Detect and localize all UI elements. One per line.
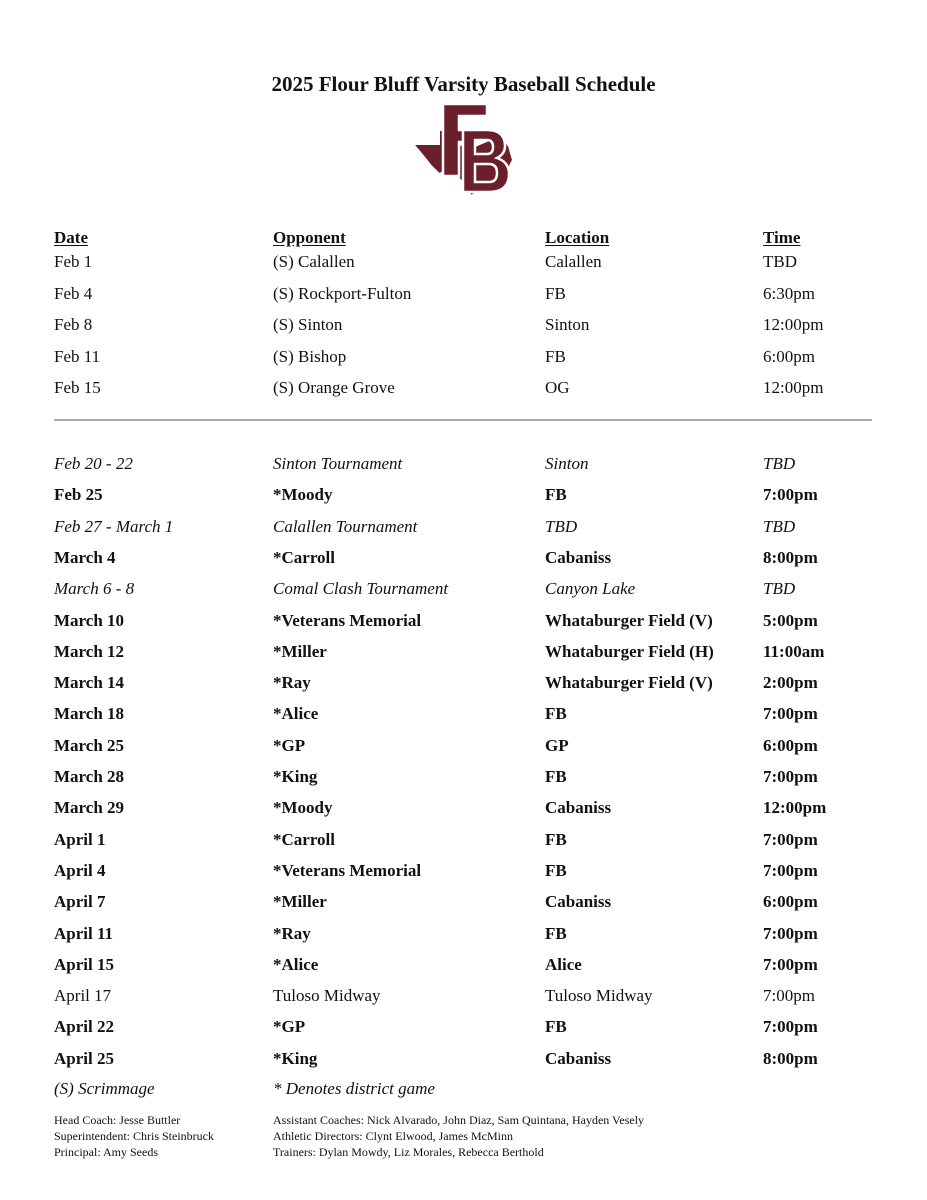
cell-opponent: *Moody <box>273 485 333 505</box>
cell-time: TBD <box>763 516 796 536</box>
header-opponent: Opponent <box>273 228 346 247</box>
cell-location: FB <box>545 346 566 366</box>
cell-location: FB <box>545 923 567 943</box>
cell-time: 7:00pm <box>763 704 818 724</box>
cell-date: April 4 <box>54 860 106 880</box>
cell-opponent: *Veterans Memorial <box>273 610 422 630</box>
cell-date: March 12 <box>54 641 125 661</box>
cell-date: Feb 4 <box>54 283 93 303</box>
cell-location: Canyon Lake <box>545 579 636 599</box>
cell-date: April 11 <box>54 923 114 943</box>
cell-opponent: *Alice <box>273 704 319 724</box>
cell-time: TBD <box>763 252 797 271</box>
schedule-row <box>54 733 884 759</box>
cell-opponent: (S) Sinton <box>273 315 343 334</box>
cell-time: TBD <box>763 454 796 473</box>
cell-time: 7:00pm <box>763 954 818 974</box>
cell-date: April 25 <box>54 1048 114 1068</box>
cell-time: 5:00pm <box>763 610 818 630</box>
schedule-row <box>54 639 884 665</box>
cell-opponent: Tuloso Midway <box>273 986 381 1006</box>
cell-location: FB <box>545 485 567 505</box>
cell-location: Cabaniss <box>545 892 612 912</box>
cell-date: Feb 15 <box>54 378 101 397</box>
header-time: Time <box>763 228 801 247</box>
cell-location: FB <box>545 767 567 786</box>
schedule-row <box>54 608 884 634</box>
schedule-row <box>54 249 884 275</box>
schedule-row <box>54 858 884 884</box>
cell-date: March 18 <box>54 704 125 724</box>
cell-opponent: *King <box>273 767 318 786</box>
cell-opponent: *Miller <box>273 892 327 912</box>
cell-date: Feb 20 - 22 <box>54 454 133 473</box>
cell-date: March 6 - 8 <box>54 579 135 599</box>
cell-date: April 7 <box>54 892 106 912</box>
athletic-directors: Athletic Directors: Clynt Elwood, James McMinn <box>273 1129 513 1143</box>
cell-time: 7:00pm <box>763 829 818 849</box>
schedule-row <box>54 889 884 915</box>
cell-location: Whataburger Field (H) <box>545 641 714 661</box>
cell-time: 6:00pm <box>763 892 818 912</box>
cell-location: Calallen <box>545 252 602 271</box>
cell-opponent: *Veterans Memorial <box>273 860 422 880</box>
cell-date: Feb 27 - March 1 <box>54 516 174 536</box>
cell-opponent: *King <box>273 1048 318 1068</box>
cell-time: 12:00pm <box>763 315 824 334</box>
cell-opponent: (S) Bishop <box>273 346 347 366</box>
schedule-row <box>54 921 884 947</box>
schedule-row <box>54 281 884 307</box>
cell-date: March 29 <box>54 798 125 818</box>
cell-time: 7:00pm <box>763 1017 818 1037</box>
cell-opponent: Comal Clash Tournament <box>273 579 449 599</box>
cell-date: Feb 11 <box>54 346 101 366</box>
cell-date: March 25 <box>54 735 125 755</box>
cell-time: 11:00am <box>763 641 825 661</box>
cell-time: TBD <box>763 579 796 599</box>
schedule-row <box>54 312 884 338</box>
cell-location: Alice <box>545 954 582 974</box>
cell-location: FB <box>545 1017 567 1037</box>
cell-opponent: (S) Calallen <box>273 252 355 271</box>
schedule-row <box>54 451 884 477</box>
cell-location: Sinton <box>545 454 589 473</box>
cell-opponent: *Ray <box>273 673 311 693</box>
cell-date: Feb 8 <box>54 315 93 334</box>
cell-opponent: *GP <box>273 1017 306 1037</box>
legend-district: * Denotes district game <box>273 1079 435 1098</box>
cell-time: 12:00pm <box>763 378 824 397</box>
cell-time: 7:00pm <box>763 485 818 505</box>
cell-location: OG <box>545 378 570 397</box>
cell-opponent: (S) Orange Grove <box>273 378 395 397</box>
schedule-row <box>54 983 884 1009</box>
cell-date: Feb 1 <box>54 252 93 271</box>
schedule-row <box>54 482 884 508</box>
schedule-row <box>54 375 884 401</box>
cell-date: March 4 <box>54 547 116 567</box>
cell-location: FB <box>545 860 567 880</box>
section-divider <box>54 419 872 421</box>
cell-opponent: *Carroll <box>273 829 336 849</box>
schedule-header-row <box>54 225 884 251</box>
legend <box>54 1079 884 1103</box>
schedule-row <box>54 576 884 602</box>
cell-location: Whataburger Field (V) <box>545 673 713 693</box>
schedule-row <box>54 952 884 978</box>
cell-opponent: Sinton Tournament <box>273 454 403 473</box>
cell-time: 6:00pm <box>763 346 815 366</box>
cell-date: March 14 <box>54 673 125 693</box>
trainers: Trainers: Dylan Mowdy, Liz Morales, Rebecca Berthold <box>273 1145 544 1159</box>
page-title: 2025 Flour Bluff Varsity Baseball Schedule <box>271 72 656 96</box>
schedule-row <box>54 344 884 370</box>
schedule-row <box>54 827 884 853</box>
cell-time: 7:00pm <box>763 767 818 786</box>
legend-scrimmage: (S) Scrimmage <box>54 1079 155 1098</box>
schedule-row <box>54 545 884 571</box>
cell-location: Cabaniss <box>545 798 612 818</box>
cell-location: GP <box>545 735 569 755</box>
schedule-row <box>54 701 884 727</box>
cell-location: TBD <box>545 516 578 536</box>
header-date: Date <box>54 228 88 247</box>
header-location: Location <box>545 228 610 247</box>
flour-bluff-logo <box>409 100 519 198</box>
cell-date: Feb 25 <box>54 485 103 505</box>
schedule-row <box>54 514 884 540</box>
cell-time: 7:00pm <box>763 923 818 943</box>
cell-date: April 17 <box>54 986 112 1006</box>
cell-opponent: (S) Rockport-Fulton <box>273 283 412 303</box>
schedule-row <box>54 764 884 790</box>
cell-location: Sinton <box>545 315 590 334</box>
cell-opponent: *Ray <box>273 923 311 943</box>
cell-time: 12:00pm <box>763 798 827 818</box>
cell-date: March 28 <box>54 767 125 786</box>
cell-time: 8:00pm <box>763 1048 818 1068</box>
cell-date: April 1 <box>54 829 106 849</box>
cell-opponent: *Moody <box>273 798 333 818</box>
cell-location: Whataburger Field (V) <box>545 610 713 630</box>
cell-location: Tuloso Midway <box>545 986 653 1006</box>
cell-location: FB <box>545 704 567 724</box>
schedule-row <box>54 1046 884 1072</box>
cell-opponent: *Carroll <box>273 547 336 567</box>
schedule-row <box>54 1014 884 1040</box>
cell-opponent: *Alice <box>273 954 319 974</box>
cell-date: April 22 <box>54 1017 114 1037</box>
schedule-row <box>54 670 884 696</box>
head-coach: Head Coach: Jesse Buttler <box>54 1113 181 1127</box>
cell-location: FB <box>545 829 567 849</box>
cell-opponent: *Miller <box>273 641 327 661</box>
cell-date: March 10 <box>54 610 125 630</box>
cell-location: FB <box>545 283 566 303</box>
superintendent: Superintendent: Chris Steinbruck <box>54 1129 214 1143</box>
cell-time: 7:00pm <box>763 986 815 1006</box>
schedule-row <box>54 795 884 821</box>
cell-time: 6:00pm <box>763 735 818 755</box>
cell-opponent: Calallen Tournament <box>273 516 418 536</box>
cell-time: 7:00pm <box>763 860 818 880</box>
cell-time: 8:00pm <box>763 547 818 567</box>
assistant-coaches: Assistant Coaches: Nick Alvarado, John Diaz, Sam Quintana, Hayden Vesely <box>273 1113 645 1127</box>
cell-location: Cabaniss <box>545 1048 612 1068</box>
cell-opponent: *GP <box>273 735 306 755</box>
cell-time: 6:30pm <box>763 283 815 303</box>
cell-date: April 15 <box>54 954 114 974</box>
cell-time: 2:00pm <box>763 673 818 693</box>
cell-location: Cabaniss <box>545 547 612 567</box>
principal: Principal: Amy Seeds <box>54 1145 158 1159</box>
